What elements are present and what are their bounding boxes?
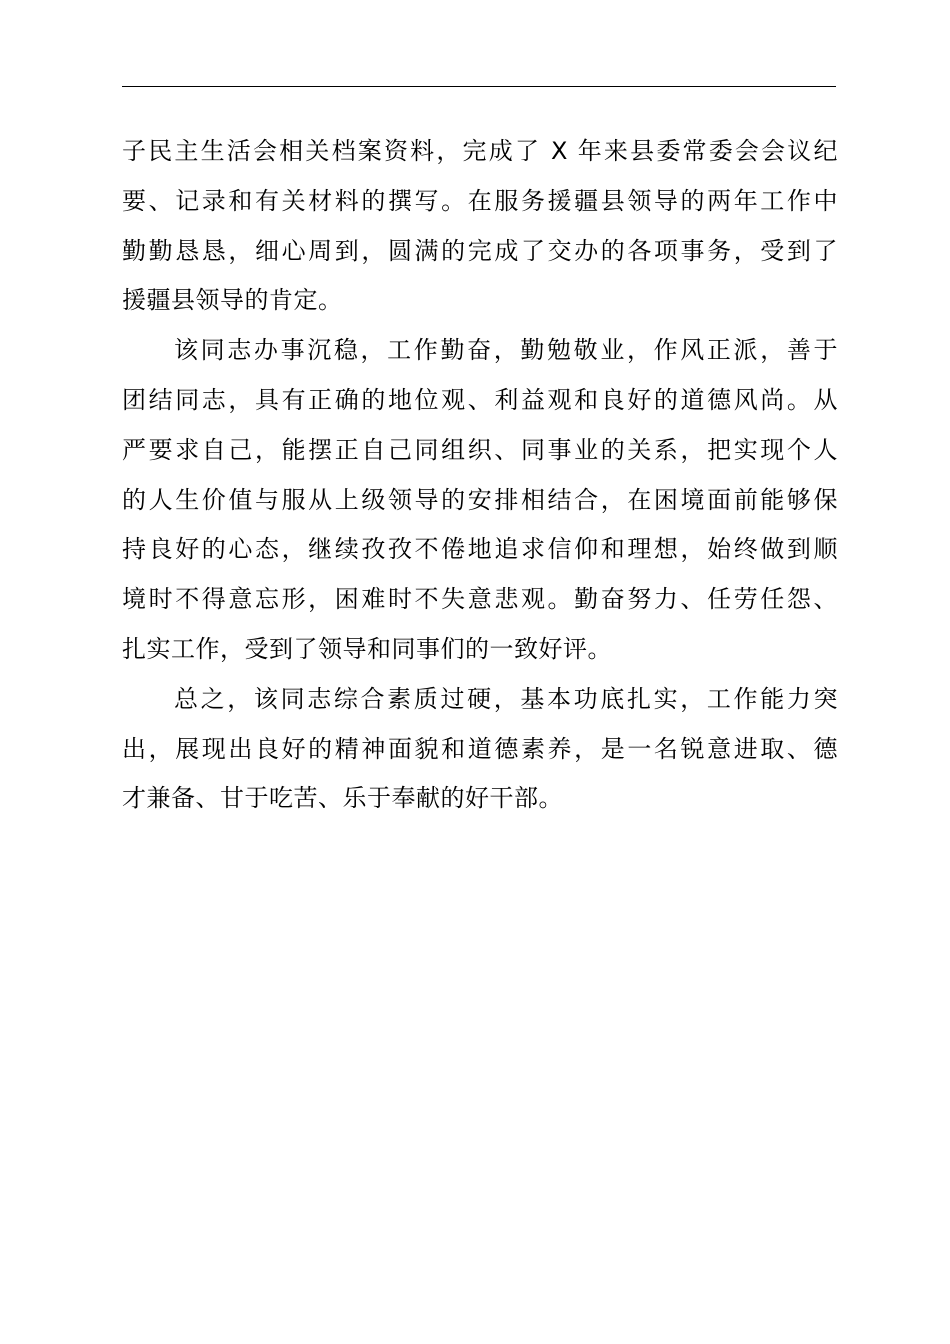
text-line: 援疆县领导的肯定。 bbox=[122, 286, 343, 315]
text-line: 子民主生活会相关档案资料，完成了 X 年来县委常委会会议纪 bbox=[122, 137, 838, 165]
text-line: 出，展现出良好的精神面貌和道德素养，是一名锐意进取、德 bbox=[122, 734, 838, 763]
header-rule bbox=[122, 86, 836, 87]
text-line: 扎实工作，受到了领导和同事们的一致好评。 bbox=[122, 634, 612, 663]
text-line: 严要求自己，能摆正自己同组织、同事业的关系，把实现个人 bbox=[122, 435, 838, 464]
text-line: 团结同志，具有正确的地位观、利益观和良好的道德风尚。从 bbox=[122, 385, 838, 414]
body-text bbox=[122, 127, 838, 824]
text-line: 才兼备、甘于吃苦、乐于奉献的好干部。 bbox=[122, 784, 563, 813]
text-line: 持良好的心态，继续孜孜不倦地追求信仰和理想，始终做到顺 bbox=[122, 535, 838, 564]
text-line: 总之，该同志综合素质过硬，基本功底扎实，工作能力突 bbox=[174, 684, 838, 713]
text-line: 的人生价值与服从上级领导的安排相结合，在困境面前能够保 bbox=[122, 485, 838, 514]
text-line: 该同志办事沉稳，工作勤奋，勤勉敬业，作风正派，善于 bbox=[174, 336, 838, 365]
text-line: 境时不得意忘形，困难时不失意悲观。勤奋努力、任劳任怨、 bbox=[122, 585, 838, 614]
text-line: 要、记录和有关材料的撰写。在服务援疆县领导的两年工作中 bbox=[122, 186, 838, 215]
text-line: 勤勤恳恳，细心周到，圆满的完成了交办的各项事务，受到了 bbox=[122, 236, 838, 265]
